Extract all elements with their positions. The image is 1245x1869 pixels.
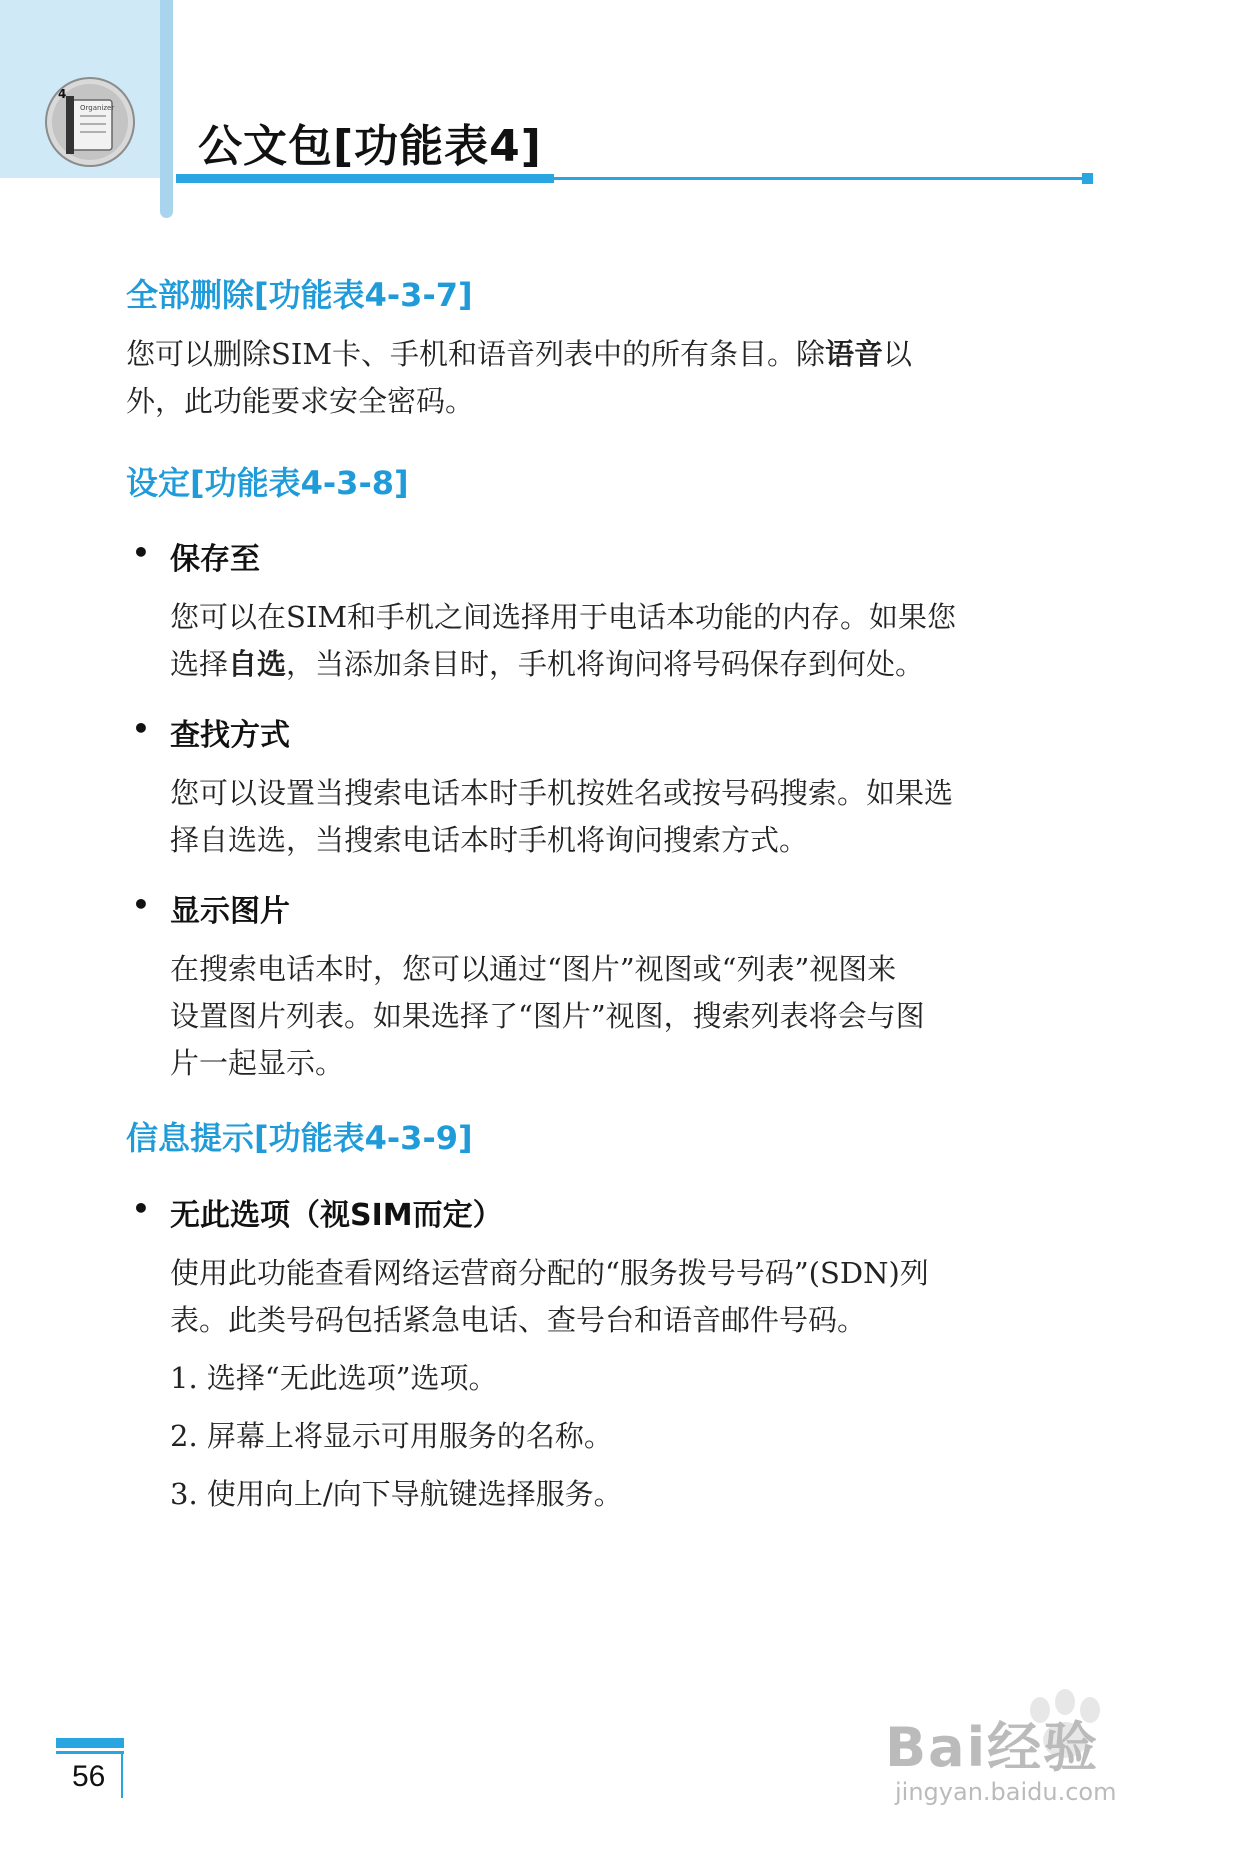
page-title: 公文包[功能表4] <box>198 121 542 172</box>
bullet-paragraph-line: 片一起显示。 <box>170 1046 345 1080</box>
bullet-paragraph-line: 在搜索电话本时，您可以通过“图片”视图或“列表”视图来 <box>170 952 897 986</box>
bullet-title-no-option: 无此选项（视SIM而定） <box>170 1198 503 1233</box>
bullet-icon: • <box>132 712 150 745</box>
badge-number: 4 <box>58 87 67 101</box>
watermark-url: jingyan.baidu.com <box>895 1778 1117 1806</box>
bullet-icon: • <box>132 888 150 921</box>
bullet-paragraph-line: 选择自选，当添加条目时，手机将询问将号码保存到何处。 <box>170 647 925 681</box>
title-rule-end <box>1082 173 1093 184</box>
step-item: 2. 屏幕上将显示可用服务的名称。 <box>170 1419 613 1453</box>
bullet-icon: • <box>132 1192 150 1225</box>
bullet-paragraph-line: 表。此类号码包括紧急电话、查号台和语音邮件号码。 <box>170 1303 867 1337</box>
bullet-paragraph-line: 设置图片列表。如果选择了“图片”视图，搜索列表将会与图 <box>170 999 925 1033</box>
section-heading-settings: 设定[功能表4-3-8] <box>126 464 409 502</box>
bullet-paragraph-line: 您可以在SIM和手机之间选择用于电话本功能的内存。如果您 <box>170 600 957 634</box>
page-number-bar <box>56 1738 124 1748</box>
bullet-icon: • <box>132 536 150 569</box>
section-paragraph-line: 外，此功能要求安全密码。 <box>126 384 475 418</box>
page-number-bar-thin <box>56 1751 124 1754</box>
section-heading-info-service: 信息提示[功能表4-3-9] <box>126 1119 473 1157</box>
bullet-title-search-mode: 查找方式 <box>170 718 290 753</box>
page-number-rule <box>121 1754 123 1798</box>
step-item: 1. 选择“无此选项”选项。 <box>170 1361 498 1395</box>
bullet-paragraph-line: 您可以设置当搜索电话本时手机按姓名或按号码搜索。如果选 <box>170 776 954 810</box>
section-paragraph-line: 您可以删除SIM卡、手机和语音列表中的所有条目。除语音以 <box>126 337 913 371</box>
step-item: 3. 使用向上/向下导航键选择服务。 <box>170 1477 623 1511</box>
bullet-paragraph-line: 择自选选，当搜索电话本时手机将询问搜索方式。 <box>170 823 809 857</box>
bullet-paragraph-line: 使用此功能查看网络运营商分配的“服务拨号号码”(SDN)列 <box>170 1256 929 1290</box>
title-rule-thin <box>554 177 1084 180</box>
organizer-icon <box>44 76 136 168</box>
section-heading-delete-all: 全部删除[功能表4-3-7] <box>126 276 473 314</box>
corner-strip <box>160 0 173 218</box>
bullet-title-show-picture: 显示图片 <box>170 894 290 929</box>
watermark-brand: Bai经验 <box>885 1716 1100 1779</box>
badge-text: Organizer <box>80 104 115 112</box>
page-number: 56 <box>72 1760 106 1793</box>
bullet-title-save-to: 保存至 <box>170 542 260 577</box>
title-rule <box>176 174 554 183</box>
